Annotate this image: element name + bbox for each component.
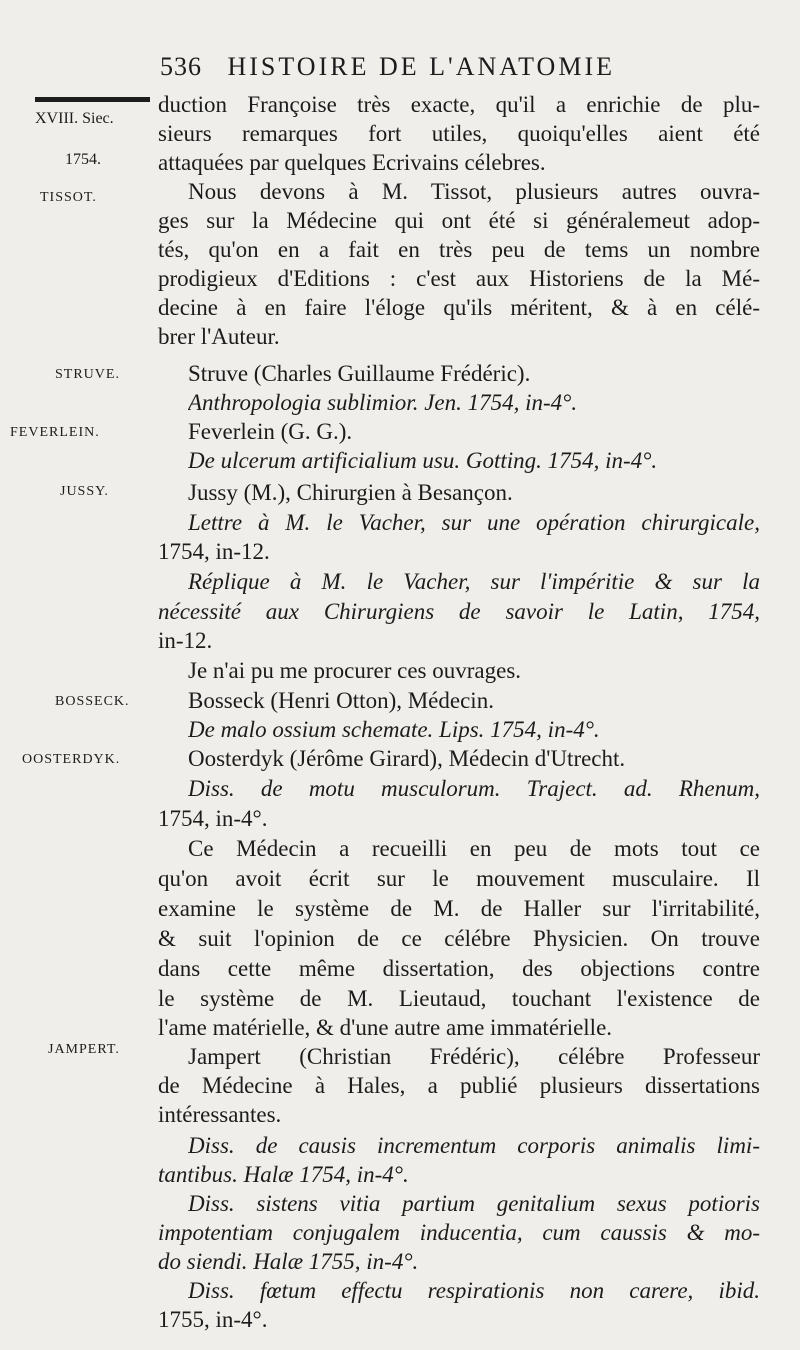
text-line: qu'on avoit écrit sur le mouvement musculaire. Il xyxy=(158,866,760,891)
text-line: tés, qu'on en a fait en très peu de tems un nombre xyxy=(158,237,760,262)
text-line: examine le système de M. de Haller sur l'irritabilité, xyxy=(158,896,760,921)
text-line: Oosterdyk (Jérôme Girard), Médecin d'Utrecht. xyxy=(188,746,626,771)
margin-note-struve: STRUVE. xyxy=(55,367,120,382)
text-line: duction Françoise très exacte, qu'il a enrichie de plu- xyxy=(158,92,760,117)
text-line: l'ame matérielle, & d'une autre ame immatérielle. xyxy=(158,1015,613,1040)
text-line: De malo ossium schemate. Lips. 1754, in-4°. xyxy=(188,717,600,742)
text-line: Nous devons à M. Tissot, plusieurs autres ouvra- xyxy=(188,179,760,204)
text-line: Diss. de causis incrementum corporis animalis limi- xyxy=(188,1133,760,1158)
text-line: ges sur la Médecine qui ont été si généralemeut adop- xyxy=(158,208,760,233)
margin-note-jampert: JAMPERT. xyxy=(48,1042,120,1057)
page-header xyxy=(160,52,780,82)
text-line: De ulcerum artificialium usu. Gotting. 1754, in-4°. xyxy=(188,448,658,473)
page-number: 536 xyxy=(160,52,202,81)
text-line: prodigieux d'Editions : c'est aux Historiens de la Mé- xyxy=(158,266,760,291)
margin-rule xyxy=(35,97,150,102)
text-line: 1754, in-12. xyxy=(158,539,270,564)
margin-note-century: XVIII. Siec. xyxy=(35,110,114,127)
text-line: Bosseck (Henri Otton), Médecin. xyxy=(188,688,494,713)
margin-note-oosterdyk: OOSTERDYK. xyxy=(22,752,121,767)
text-line: Ce Médecin a recueilli en peu de mots tout ce xyxy=(188,836,760,861)
text-line: Diss. fœtum effectu respirationis non carere, ibid. xyxy=(188,1278,760,1303)
text-line: intéressantes. xyxy=(158,1102,282,1127)
text-line: 1754, in-4°. xyxy=(158,806,268,831)
text-line: sieurs remarques fort utiles, quoiqu'elles aient été xyxy=(158,121,760,146)
text-line: Diss. de motu musculorum. Traject. ad. Rhenum, xyxy=(188,776,760,801)
text-line: Anthropologia sublimior. Jen. 1754, in-4°. xyxy=(188,390,578,415)
text-line: & suit l'opinion de ce célébre Physicien. On trouve xyxy=(158,926,760,951)
text-line: Diss. sistens vitia partium genitalium sexus potioris xyxy=(188,1191,760,1216)
text-line: Feverlein (G. G.). xyxy=(188,419,353,444)
text-line: nécessité aux Chirurgiens de savoir le Latin, 1754, xyxy=(158,599,760,624)
margin-note-bosseck: BOSSECK. xyxy=(55,694,130,709)
text-line: tantibus. Halæ 1754, in-4°. xyxy=(158,1162,409,1187)
margin-note-feverlein: FEVERLEIN. xyxy=(10,425,100,440)
text-line: Lettre à M. le Vacher, sur une opération chirurgicale, xyxy=(188,510,760,535)
text-line: decine à en faire l'éloge qu'ils méritent, & à en célé- xyxy=(158,295,760,320)
text-line: brer l'Auteur. xyxy=(158,324,280,349)
text-line: Jampert (Christian Frédéric), célébre Professeur xyxy=(188,1044,760,1069)
text-line: Struve (Charles Guillaume Frédéric). xyxy=(188,361,531,386)
text-line: attaquées par quelques Ecrivains célebres. xyxy=(158,150,546,175)
margin-note-jussy: JUSSY. xyxy=(60,484,109,499)
margin-note-tissot: TISSOT. xyxy=(40,190,97,205)
text-line: Réplique à M. le Vacher, sur l'impéritie & sur la xyxy=(188,569,760,594)
text-line: do siendi. Halæ 1755, in-4°. xyxy=(158,1249,419,1274)
text-line: de Médecine à Hales, a publié plusieurs dissertations xyxy=(158,1073,760,1098)
text-line: Jussy (M.), Chirurgien à Besançon. xyxy=(188,480,513,505)
text-line: impotentiam conjugalem inducentia, cum caussis & mo- xyxy=(158,1220,760,1245)
text-line: in-12. xyxy=(158,628,213,653)
running-title: HISTOIRE DE L'ANATOMIE xyxy=(227,52,615,81)
text-line: 1755, in-4°. xyxy=(158,1307,268,1332)
text-line: le système de M. Lieutaud, touchant l'existence de xyxy=(158,986,760,1011)
margin-note-year: 1754. xyxy=(65,151,101,168)
text-line: dans cette même dissertation, des objections contre xyxy=(158,956,760,981)
text-line: Je n'ai pu me procurer ces ouvrages. xyxy=(188,658,522,683)
